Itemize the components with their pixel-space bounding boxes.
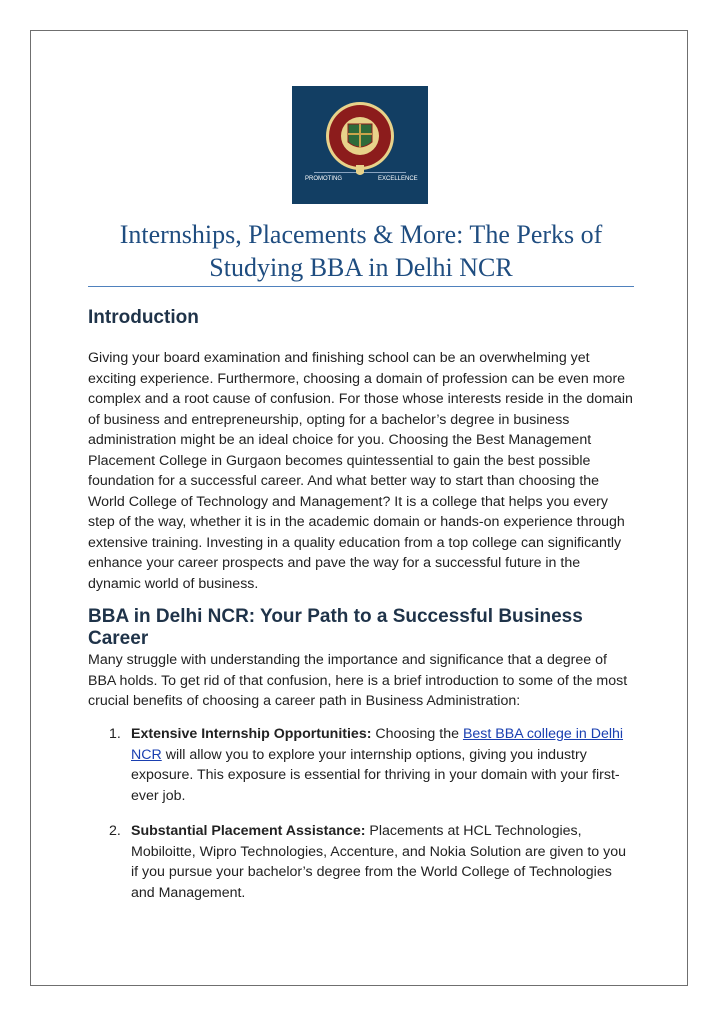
list-item-text: Choosing the [371, 726, 463, 742]
section-heading: BBA in Delhi NCR: Your Path to a Successful Business Career [88, 606, 583, 649]
list-item-title: Substantial Placement Assistance: [131, 823, 366, 839]
list-item-body [131, 821, 637, 903]
title-line-2: Studying BBA in Delhi NCR [209, 253, 513, 282]
title-line-1: Internships, Placements & More: The Perks of [119, 220, 603, 249]
title-divider [88, 286, 634, 287]
list-item-text: Placements at HCL Technologies, Mobiloitte, Wipro Technologies, Accenture, and Nokia Solution are given to you if you pursue your bachelor’s degree from the World College of Technologies and Management. [131, 823, 627, 901]
list-item-title: Extensive Internship Opportunities: [131, 726, 372, 742]
college-crest-icon [292, 86, 428, 204]
list-number: 1. [109, 726, 121, 742]
section-paragraph: Many struggle with understanding the importance and significance that a degree of BBA holds. To get rid of that confusion, here is a brief introduction to some of the most crucial benefits of choosing a career path in Business Administration: [88, 652, 628, 709]
list-number: 2. [109, 823, 121, 839]
page-title [88, 218, 634, 284]
intro-paragraph: Giving your board examination and finishing school can be an overwhelming yet exciting experience. Furthermore, choosing a domain of profession can be even more complex and a root cause of confusion. For those whose interests reside in the domain of business and entrepreneurship, opting for a bachelor’s degree in business administration might be an ideal choice for you. Choosing the Best Management Placement College in Gurgaon becomes quintessential to gain the best possible foundation for a successful career. And what better way to start than choosing the World College of Technology and Management? It is a college that helps you every step of the way, whether it is in the academic domain or hands-on experience through extensive training. Investing in a quality education from a top college can significantly enhance your career prospects and pave the way for a successful future in the dynamic world of business. [88, 350, 633, 592]
best-bba-college-link[interactable]: Best BBA college in Delhi NCR [131, 726, 624, 763]
list-item-body [131, 724, 637, 806]
list-item-text: will allow you to explore your internship options, giving you industry exposure. This exposure is essential for thriving in your domain with your first-ever job. [131, 746, 620, 804]
logo-tagline-left: PROMOTING [305, 176, 342, 182]
logo-tagline-right: EXCELLENCE [378, 176, 418, 182]
college-logo [292, 86, 428, 204]
intro-heading: Introduction [88, 307, 199, 328]
